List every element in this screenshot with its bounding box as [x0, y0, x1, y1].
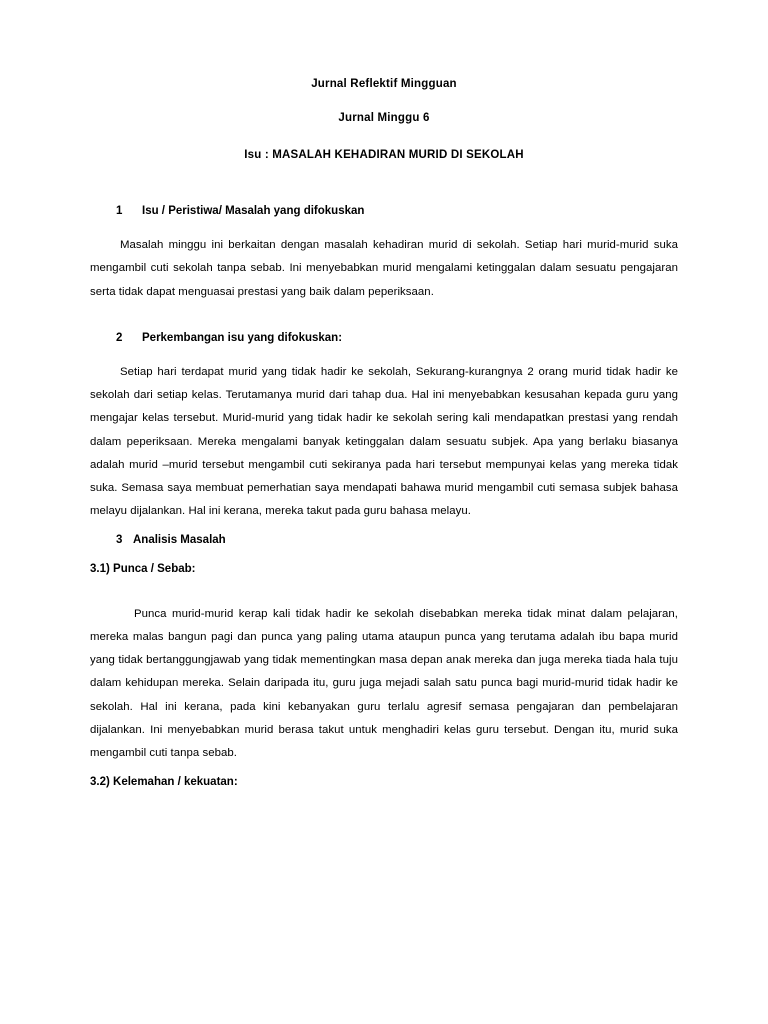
section-number-2: 2	[116, 331, 123, 344]
section-title-3: Analisis Masalah	[133, 533, 226, 546]
section-heading-1	[90, 205, 678, 217]
subsection-number-3-1: 3.1)	[90, 562, 110, 575]
section-title-2: Perkembangan isu yang difokuskan:	[142, 331, 343, 344]
spacer	[90, 546, 678, 563]
section-number-1: 1	[116, 205, 123, 217]
spacer	[90, 766, 678, 776]
spacer	[90, 161, 678, 205]
section-heading-2	[90, 332, 678, 344]
spacer	[90, 217, 678, 234]
subsection-title-3-1: Punca / Sebab:	[113, 562, 196, 575]
subsection-title-3-2: Kelemahan / kekuatan:	[113, 775, 238, 788]
subsection-heading-3-2	[90, 776, 678, 788]
section-1-paragraph: Masalah minggu ini berkaitan dengan masalah kehadiran murid di sekolah. Setiap hari murid-murid suka mengambil cuti sekolah tanpa sebab. Ini menyebabkan murid mengalami ketinggalan dalam sesuatu pengajaran serta tidak dapat menguasai prestasi yang baik dalam peperiksaan.	[90, 239, 678, 298]
spacer	[90, 524, 678, 534]
subsection-3-1-paragraph: Punca murid-murid kerap kali tidak hadir ke sekolah disebabkan mereka tidak minat dalam pelajaran, mereka malas bangun pagi dan punca yang paling utama ataupun punca yang terutama adalah ibu bapa murid yang tidak bertanggungjawab yang tidak mementingkan masa depan anak mereka dan juga mereka tiada hala tuju dalam kehidupan mereka. Selain daripada itu, guru juga mejadi salah satu punca bagi murid-murid tidak hadir ke sekolah. Hal ini kerana, pada kini kebanyakan guru terlalu agresif semasa pengajaran dan pembelajaran dijalankan. Ini menyebabkan murid berasa takut untuk menghadiri kelas guru tersebut. Dengan itu, murid suka mengambil cuti tanpa sebab.	[90, 607, 678, 760]
spacer	[90, 575, 678, 603]
spacer	[90, 344, 678, 361]
section-heading-3	[90, 534, 678, 546]
document-subtitle: Jurnal Minggu 6	[338, 112, 430, 124]
section-title-1: Isu / Peristiwa/ Masalah yang difokuskan	[142, 205, 365, 217]
document-title-block	[90, 78, 678, 161]
subsection-number-3-2: 3.2)	[90, 775, 110, 788]
page-title: Jurnal Reflektif Mingguan	[311, 78, 457, 90]
document-issue-line: Isu : MASALAH KEHADIRAN MURID DI SEKOLAH	[244, 149, 524, 161]
section-2-paragraph: Setiap hari terdapat murid yang tidak hadir ke sekolah, Sekurang-kurangnya 2 orang murid tidak hadir ke sekolah dari setiap kelas. Terutamanya murid dari tahap dua. Hal ini menyebabkan kesusahan kepada guru yang mengajar kelas tersebut. Murid-murid yang tidak hadir ke sekolah sering kali mendapatkan prestasi yang rendah dalam peperiksaan. Mereka mengalami banyak ketinggalan dalam sesuatu subjek. Apa yang berlaku biasanya adalah murid –murid tersebut mengambil cuti sekiranya pada hari tersebut mempunyai kelas yang mereka tidak suka. Semasa saya membuat pemerhatian saya mendapati bahawa murid mengambil cuti semasa subjek bahasa melayu dijalankan. Hal ini kerana, mereka takut pada guru bahasa melayu.	[90, 365, 678, 518]
spacer	[90, 304, 678, 332]
subsection-heading-3-1	[90, 563, 678, 575]
section-number-3: 3	[116, 533, 123, 546]
